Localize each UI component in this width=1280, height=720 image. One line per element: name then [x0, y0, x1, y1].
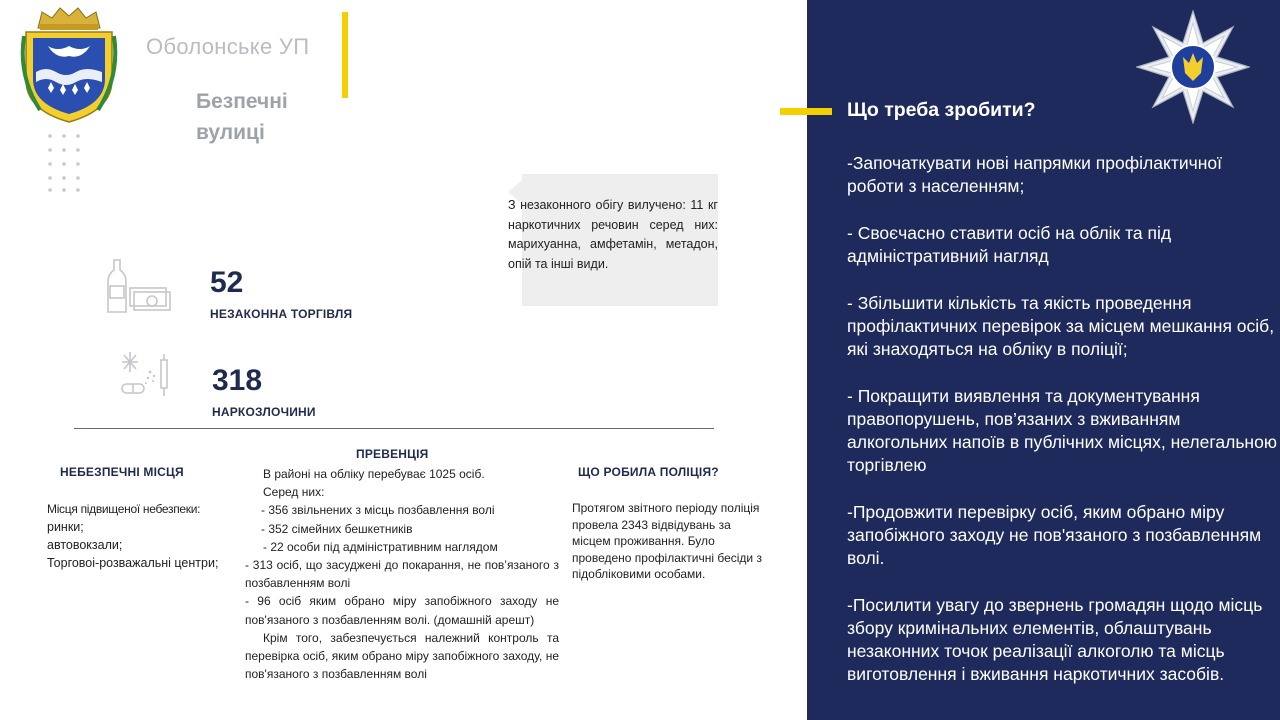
recommendation-item: - Своєчасно ставити осіб на облік та під адміністративний нагляд	[847, 223, 1172, 266]
recommendation-item: - Збільшити кількість та якість проведення профілактичних перевірок за місцем мешкання осіб, які знаходяться на обліку в поліції;	[847, 293, 1275, 359]
recommendation-item: -Посилити увагу до звернень громадян щодо місць збору кримінальних елементів, облаштувань незаконних точок реалізації алкоголю та місць виготовлення і вживання наркотичних засобів.	[847, 595, 1263, 684]
subtitle-line-1: Безпечні	[196, 90, 288, 113]
page-subtitle	[196, 86, 356, 148]
danger-places-header: Місця підвищеної небезпеки:	[47, 502, 201, 516]
quote-text: З незаконного обігу вилучено: 11 кг наркотичних речовин серед них: марихуанна, амфетамін, метадон, опій та інші види.	[508, 198, 718, 271]
panel-title: Що треба зробити?	[847, 99, 1036, 121]
police-actions-title: ЩО РОБИЛА ПОЛІЦІЯ?	[578, 465, 719, 479]
list-item: Торговоі-розважальні центри;	[47, 556, 219, 570]
coat-of-arms-icon	[16, 6, 122, 124]
panel-accent-bar	[780, 108, 832, 115]
stat-value-drug-crimes: 318	[212, 364, 263, 397]
prevention-line: - 352 сімейних бешкетників	[261, 521, 413, 536]
drugs-syringe-icon	[120, 350, 174, 398]
prevention-line: В районі на обліку перебуває 1025 осіб.	[263, 467, 485, 481]
recommendation-item: -Започаткувати нові напрямки профілактичної роботи з населенням;	[847, 153, 1222, 196]
recommendation-item: - Покращити виявлення та документування правопорушень, пов’язаних з вживанням алкогольних напоїв в публічних місцях, нелегальною торгівлею	[847, 386, 1277, 475]
dot-grid-decoration	[46, 132, 86, 194]
stat-value-illegal-trade: 52	[210, 266, 244, 299]
prevention-text	[245, 465, 559, 683]
danger-places-title: НЕБЕЗПЕЧНІ МІСЦЯ	[60, 465, 184, 479]
police-actions-text: Протягом звітного періоду поліція провела 2343 відвідувань за місцем проживання. Було проведено профілактичні бесіди з підобліковими особами.	[572, 501, 762, 581]
danger-places-list	[47, 500, 243, 572]
prevention-line: - 356 звільнених з місць позбавлення волі	[261, 503, 495, 518]
bottle-money-icon	[104, 258, 174, 316]
section-divider	[74, 428, 714, 429]
list-item: ринки;	[47, 520, 84, 534]
department-name: Оболонське УП	[146, 34, 310, 59]
recommendation-item: -Продовжити перевірку осіб, яким обрано міру запобіжного заходу не пов'язаного з позбавленням волі.	[847, 502, 1262, 568]
prevention-title: ПРЕВЕНЦІЯ	[356, 447, 429, 461]
prevention-line: Крім того, забезпечується належний контроль та перевірка осіб, яким обрано міру запобіжного заходу, не пов'язаного з позбавленням волі	[245, 630, 559, 682]
police-star-emblem-icon	[1136, 10, 1250, 124]
prevention-line: - 96 осіб яким обрано міру запобіжного заходу не пов'язаного з позбавленням волі. (домашній арешт)	[245, 594, 559, 627]
list-item: автовокзали;	[47, 538, 123, 552]
prevention-line: Серед них:	[263, 485, 325, 500]
subtitle-line-2: вулиці	[196, 121, 265, 144]
stat-label-illegal-trade: НЕЗАКОННА ТОРГІВЛЯ	[210, 307, 353, 321]
prevention-line: - 22 особи під адміністративним наглядом	[263, 539, 498, 554]
prevention-line: - 313 осіб, що засуджені до покарання, не пов’язаного з позбавленням волі	[245, 558, 559, 591]
stat-label-drug-crimes: НАРКОЗЛОЧИНИ	[212, 405, 316, 419]
recommendations-list	[847, 152, 1279, 710]
